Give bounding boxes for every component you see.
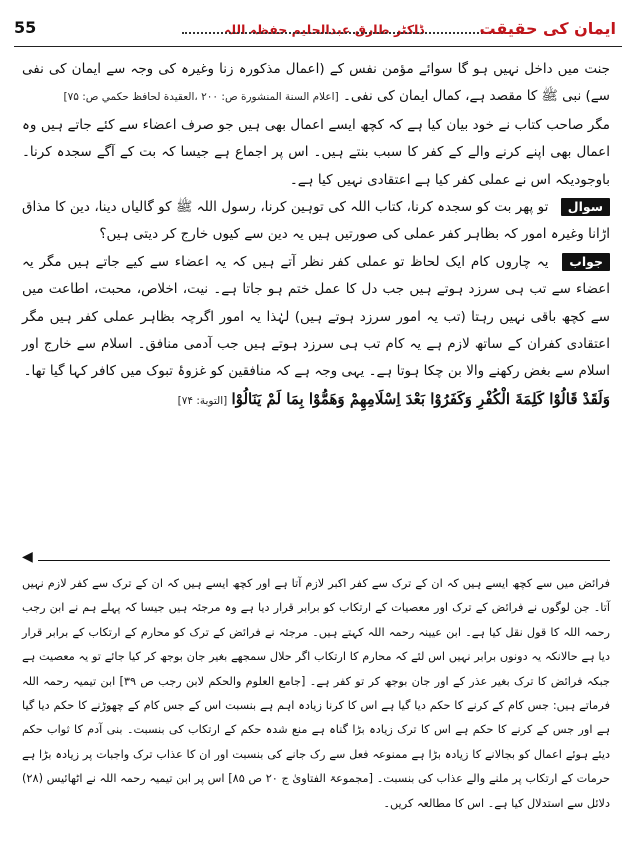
paragraph-1-text: جنت میں داخل نہیں ہو گا سوائے مؤمن نفس کے (اعمال مذکورہ زنا وغیرہ کی وجہ سے ایمان کی نفی سے) نبی ﷺ کا مقصد ہے، کمال ایمان کی نفی۔	[22, 61, 610, 105]
paragraph-1-reference: [اعلام السنة المنشورة ص: ۲۰۰ ،العقيدة لحافظ حكمي ص: ۷۵]	[63, 91, 339, 104]
arrow-left-icon: ◀	[22, 549, 33, 565]
footnote-separator	[22, 549, 610, 567]
answer-label: جواب	[562, 253, 610, 271]
verse-paragraph	[22, 386, 610, 415]
footnote-text: فرائض میں سے کچھ ایسے ہیں کہ ان کے ترک سے کفر اکبر لازم آتا ہے اور کچھ ایسے ہیں کہ ان کے ترک سے کفر لازم نہیں آتا۔ جن لوگوں نے فرائض کے ترک اور معصیات کے ارتکاب کو برابر قرار دیا ہے وہ مرجئہ ہیں جیسا کہ پہلے ہم نے ابن رجب رحمہ اللہ کا قول نقل کیا ہے۔ ابن عیینہ رحمہ اللہ کہتے ہیں۔ مرجئہ نے فرائض کے ترک کو محارم کے ارتکاب کے برابر قرار دیا ہے حالانکہ یہ دونوں برابر نہیں اس لئے کہ محارم کا ارتکاب اگر حلال سمجھے بغیر جان بوجھ کر کیا جائے تو یہ معصیت ہے جبکہ فرائض کا ترک بغیر عذر کے اور جان بوجھ کر تو کفر ہے۔ [جامع العلوم والحکم لابن رجب ص ۳۹] ابن تیمیہ رحمہ اللہ فرماتے ہیں: جس کام کے کرنے کا حکم دیا گیا ہے اس کا کرنا زیادہ اہم ہے بنسبت اس کے جس کام کے چھوڑنے کا حکم دیا گیا ہے اور جس کے کرنے کا حکم ہے اس کا ترک زیادہ بڑا گناہ ہے منع شدہ حکم کے ارتکاب کی بنسبت۔ بنی آدم کا ثواب حکم دیئے ہوئے اعمال کو بجالانے کا زیادہ بڑا ہے ممنوعہ فعل سے رک جانے کی بنسبت اور ان کا عذاب ترک واجبات پر زیادہ بڑا ہے حرمات کے ارتکاب پر ملنے والے عذاب کی بنسبت۔ [مجموعۃ الفتاویٰ ج ۲۰ ص ۸۵] اس پر ابن تیمیہ رحمہ اللہ نے اٹھائیس (۲۸) دلائل سے استدلال کیا ہے۔ اس کا مطالعہ کریں۔	[22, 577, 610, 810]
author-name: ڈاکٹر طارق عبدالحلیم حفظہ اللہ	[224, 22, 425, 37]
question-paragraph	[22, 194, 610, 249]
paragraph-2: مگر صاحب کتاب نے خود بیان کیا ہے کہ کچھ ایسے اعمال بھی ہیں جو صرف اعضاء سے کئے جاتے ہیں وہ اعمال بھی اپنے کرنے والے کے کفر کا سبب بنتے ہیں۔ اس پر اجماع ہے جیسا کہ بت کے آگے سجدہ کرنا۔ باوجودیکہ اس نے عملی کفر کیا ہے اعتقادی نہیں کیا ہے۔	[22, 116, 610, 188]
chapter-title: ایمان کی حقیقت	[479, 19, 616, 38]
verse-reference: [التوبة: ۷۴]	[177, 394, 228, 407]
footnote	[22, 572, 610, 816]
header-rule	[14, 46, 622, 47]
page-header	[14, 16, 622, 46]
answer-paragraph	[22, 249, 610, 386]
page-number: 55	[14, 18, 37, 37]
separator-line	[38, 560, 610, 561]
header-dotted-leader	[182, 32, 526, 34]
paragraph-1	[22, 56, 610, 112]
main-text	[22, 56, 610, 415]
quran-verse: وَلَقَدْ قَالُوْا كَلِمَةَ الْكُفْرِ وَكَفَرُوْا بَعْدَ اِسْلَامِهِمْ وَهَمُّوْا بِمَا لَمْ يَنَالُوْا	[231, 389, 610, 408]
question-text: تو پھر بت کو سجدہ کرنا، کتاب اللہ کی توہین کرنا، رسول اللہ ﷺ کو گالیاں دینا، دین کا مذاق اڑانا وغیرہ امور کہ بظاہر کفر عملی کی صورتیں ہیں یہ دین سے کیوں خارج کر دیتی ہیں؟	[22, 199, 610, 243]
answer-text: یہ چاروں کام ایک لحاظ تو عملی کفر نظر آتے ہیں کہ یہ اعضاء سے کیے جاتے ہیں مگر یہ اعضاء سے تب ہی سرزد ہوتے ہیں جب دل کا عمل ختم ہو جاتا ہے۔ نیت، اخلاص، محبت، اطاعت میں سے کچھ باقی نہیں رہتا (تب یہ امور سرزد ہوتے ہیں) لہٰذا یہ امور اگرچہ بظاہر عملی کفر ہیں مگر اعتقادی کفران کے ساتھ لازم ہے یہ کام تب ہی سرزد ہوتے ہیں جب آدمی منافق۔ اسلام سے خارج اور اسلام سے بغض رکھنے والا بن چکا ہوتا ہے۔ یہی وجہ ہے کہ منافقین کو غزوۂ تبوک میں کافر کہا گیا تھا۔	[22, 253, 610, 380]
question-label: سوال	[561, 198, 610, 216]
